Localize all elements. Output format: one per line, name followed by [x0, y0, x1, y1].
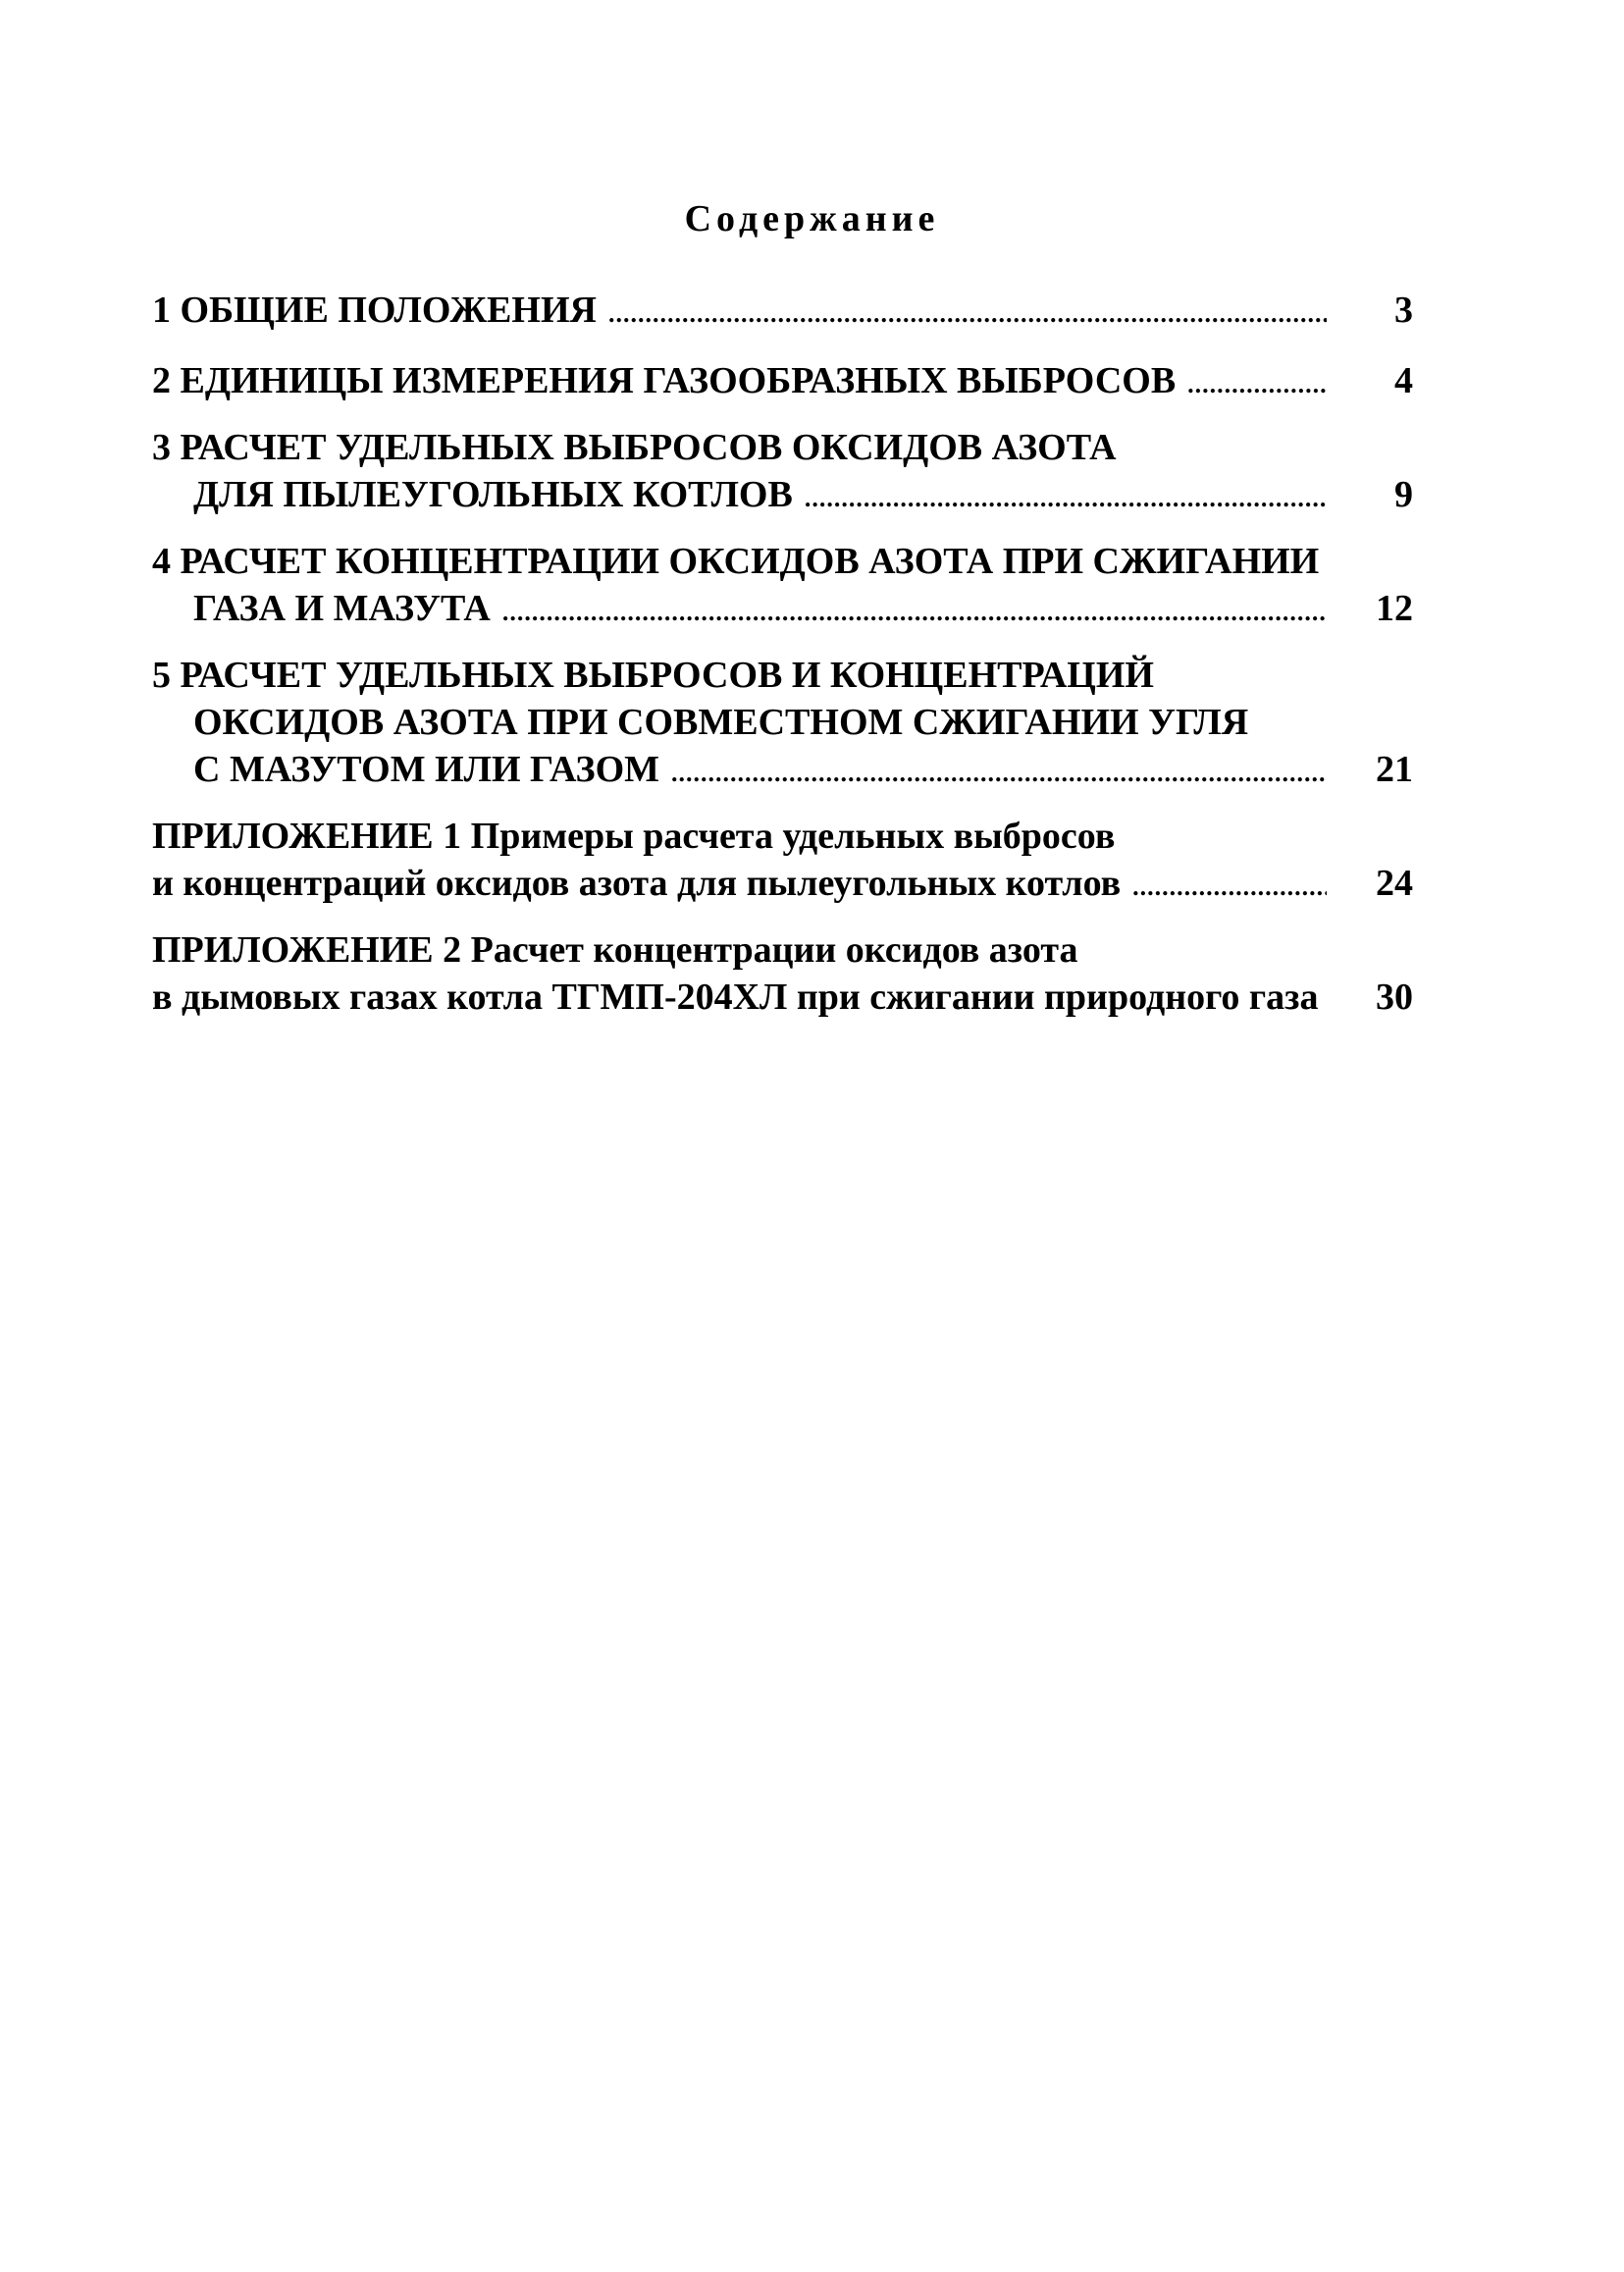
toc-entry-text: и концентраций оксидов азота для пылеугольных котлов: [152, 863, 1122, 904]
toc-entry-text: С МАЗУТОМ ИЛИ ГАЗОМ: [193, 749, 660, 790]
toc-entry-2[interactable]: [152, 357, 1413, 404]
toc-entry-text: 1 ОБЩИЕ ПОЛОЖЕНИЯ: [152, 290, 597, 331]
toc-page-number: 4: [1394, 360, 1413, 401]
toc-entry-1[interactable]: [152, 287, 1413, 334]
toc-page-number: 30: [1376, 977, 1413, 1018]
toc-entry-text: 2 ЕДИНИЦЫ ИЗМЕРЕНИЯ ГАЗООБРАЗНЫХ ВЫБРОСОВ: [152, 360, 1177, 401]
leader-dots: [608, 291, 1327, 338]
toc-title: Содержание: [684, 198, 940, 239]
toc-entry-4[interactable]: [152, 538, 1413, 632]
toc-page-number: 24: [1376, 863, 1413, 904]
toc-entry-text: ПРИЛОЖЕНИЕ 1 Примеры расчета удельных выбросов: [152, 816, 1116, 857]
leader-dots: [1187, 361, 1327, 408]
toc-entry-text: ДЛЯ ПЫЛЕУГОЛЬНЫХ КОТЛОВ: [193, 474, 793, 515]
toc-entry-text: ОКСИДОВ АЗОТА ПРИ СОВМЕСТНОМ СЖИГАНИИ УГЛЯ: [193, 702, 1249, 743]
toc-page-number: 9: [1394, 474, 1413, 515]
leader-dots: [671, 750, 1327, 797]
leader-dots: [502, 589, 1327, 636]
toc-entry-text: ПРИЛОЖЕНИЕ 2 Расчет концентрации оксидов азота: [152, 929, 1078, 971]
toc-entry-text: 3 РАСЧЕТ УДЕЛЬНЫХ ВЫБРОСОВ ОКСИДОВ АЗОТА: [152, 427, 1117, 468]
toc-appendix-2[interactable]: [152, 926, 1413, 1021]
toc-entry-text: ГАЗА И МАЗУТА: [193, 588, 491, 629]
toc-entry-text: 5 РАСЧЕТ УДЕЛЬНЫХ ВЫБРОСОВ И КОНЦЕНТРАЦИЙ: [152, 655, 1154, 696]
leader-dots: [805, 475, 1327, 522]
toc-entry-text: в дымовых газах котла ТГМП-204ХЛ при сжигании природного газа: [152, 977, 1319, 1018]
toc-appendix-1[interactable]: [152, 813, 1413, 907]
leader-dots: [1132, 864, 1327, 911]
toc-entry-3[interactable]: [152, 424, 1413, 518]
toc-page-number: 12: [1376, 588, 1413, 629]
toc-page-number: 21: [1376, 749, 1413, 790]
toc-page-number: 3: [1394, 290, 1413, 331]
toc-entry-text: 4 РАСЧЕТ КОНЦЕНТРАЦИИ ОКСИДОВ АЗОТА ПРИ СЖИГАНИИ: [152, 541, 1320, 582]
toc-entry-5[interactable]: [152, 652, 1413, 793]
